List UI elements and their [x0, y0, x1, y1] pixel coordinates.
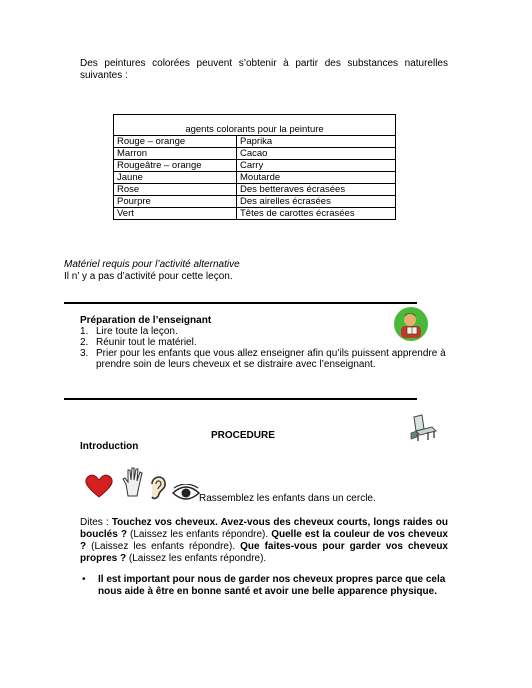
alternative-activity-title: Matériel requis pour l’activité alternative [64, 259, 240, 270]
table-cell-agent: Des airelles écrasées [237, 196, 396, 208]
bullet-text: Il est important pour nous de garder nos cheveux propres parce que cela nous aide à être en bonne santé et avoir une belle apparence physique. [98, 574, 446, 597]
preparation-list [80, 326, 450, 370]
table-row [114, 208, 396, 220]
response-note: (Laissez les enfants répondre). [126, 553, 267, 564]
table-cell-color: Rose [114, 184, 237, 196]
table-cell-agent: Cacao [237, 148, 396, 160]
section-divider [64, 302, 417, 304]
teacher-preparation-title: Préparation de l’enseignant [80, 315, 212, 326]
table-cell-agent: Des betteraves écrasées [237, 184, 396, 196]
response-note: (Laissez les enfants répondre). [86, 541, 241, 552]
table-cell-color: Rouge – orange [114, 136, 237, 148]
table-cell-agent: Moutarde [237, 172, 396, 184]
list-item: 3. Prier pour les enfants que vous allez enseigner afin qu’ils puissent apprendre à prendre soin de leurs cheveux et se distraire avec l’enseignant. [80, 348, 446, 370]
table-cell-color: Vert [114, 208, 237, 220]
table-row [114, 172, 396, 184]
chair-icon [408, 413, 440, 446]
table-row [114, 184, 396, 196]
eye-icon [172, 484, 200, 505]
gather-children-text: Rassemblez les enfants dans un cercle. [199, 493, 376, 504]
bullet-icon: • [82, 574, 86, 585]
table-cell-color: Pourpre [114, 196, 237, 208]
table-row [114, 196, 396, 208]
list-item: 2. Réunir tout le matériel. [80, 337, 197, 348]
question-1: Touchez vos cheveux. Avez-vous des cheveux courts, longs raides ou bouclés ? [80, 517, 448, 540]
coloring-agents-table [113, 114, 396, 220]
response-note: (Laissez les enfants répondre). [126, 529, 272, 540]
table-cell-color: Rougeâtre – orange [114, 160, 237, 172]
teacher-says-paragraph [80, 517, 448, 565]
table-cell-color: Jaune [114, 172, 237, 184]
section-divider [64, 398, 417, 400]
table-cell-agent: Têtes de carottes écrasées [237, 208, 396, 220]
question-3: Que faites-vous pour garder vos cheveux propres ? [80, 541, 448, 564]
says-label: Dites : [80, 517, 112, 528]
heart-icon [84, 473, 114, 502]
introduction-heading: Introduction [80, 441, 139, 452]
table-cell-agent: Paprika [237, 136, 396, 148]
bullet-point [80, 574, 450, 598]
table-caption: agents colorants pour la peinture [114, 115, 396, 136]
question-2: Quelle est la couleur de vos cheveux ? [80, 529, 448, 552]
ear-icon [146, 472, 170, 505]
intro-paragraph: Des peintures colorées peuvent s’obtenir à partir des substances naturelles suivantes : [80, 58, 448, 81]
table-cell-agent: Carry [237, 160, 396, 172]
table-row [114, 148, 396, 160]
alternative-activity-text: Il n’ y a pas d’activité pour cette leçon. [64, 271, 233, 282]
list-item: 1. Lire toute la leçon. [80, 326, 178, 337]
table-row [114, 136, 396, 148]
hand-icon [120, 466, 146, 501]
table-cell-color: Marron [114, 148, 237, 160]
table-row [114, 160, 396, 172]
procedure-heading: PROCEDURE [211, 430, 275, 441]
